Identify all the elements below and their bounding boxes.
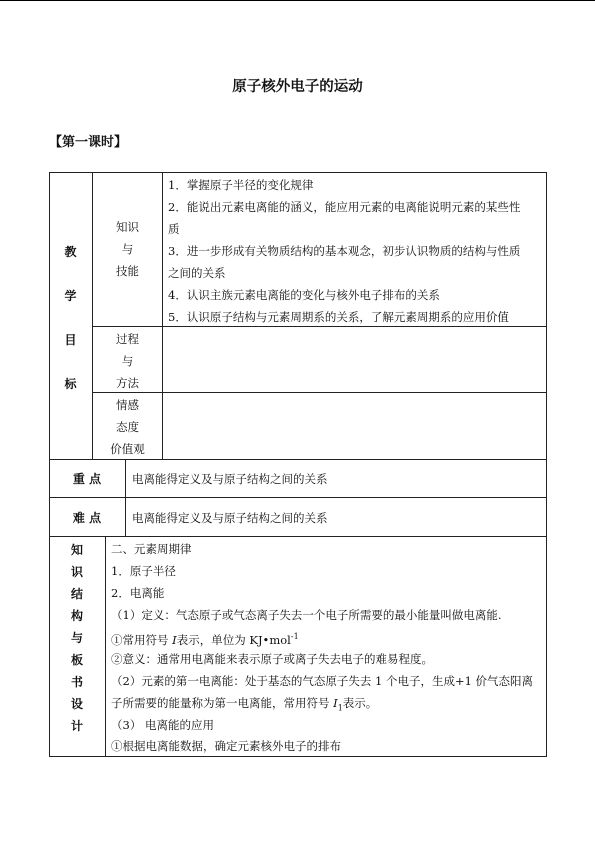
board-design-char: 书	[70, 675, 83, 689]
skill-item: 质	[168, 222, 180, 236]
board-line: ②意义：通常用电离能来表示原子或离子失去电子的难易程度。	[111, 652, 433, 666]
objectives-col-divider-2	[162, 172, 163, 460]
key-point-text: 电离能得定义及与原子结构之间的关系	[132, 472, 328, 486]
difficult-point-divider	[125, 497, 126, 537]
board-design-char: 结	[70, 587, 83, 601]
board-line: ①根据电离能数据，确定元素核外电子的排布	[111, 739, 341, 753]
difficult-point-label: 难 点	[72, 511, 102, 525]
board-design-char: 板	[70, 653, 83, 667]
key-point-divider	[125, 459, 126, 498]
board-design-divider	[105, 536, 106, 757]
board-line: 1．原子半径	[111, 564, 176, 578]
board-line: 二、元素周期律	[111, 542, 192, 556]
teaching-objectives-char: 学	[64, 289, 77, 303]
teaching-objectives-char: 目	[64, 333, 77, 347]
board-line: （1）定义：气态原子或气态离子失去一个电子所需要的最小能量叫做电离能.	[111, 608, 502, 622]
board-design-char: 与	[70, 631, 83, 645]
difficult-point-text: 电离能得定义及与原子结构之间的关系	[132, 511, 328, 525]
skill-item: 3．进一步形成有关物质结构的基本观念，初步认识物质的结构与性质	[168, 244, 521, 258]
board-design-char: 识	[70, 565, 83, 579]
category-process-methods: 过程 与 方法	[116, 332, 139, 390]
teaching-objectives-char: 教	[64, 245, 77, 259]
lesson-period-heading: 【第一课时】	[49, 135, 128, 150]
teaching-objectives-char: 标	[64, 377, 77, 391]
category-attitudes-values: 情感 态度 价值观	[110, 398, 145, 456]
ionization-symbol: I	[172, 632, 177, 647]
key-point-label: 重 点	[72, 472, 102, 486]
skill-item: 之间的关系	[168, 266, 226, 280]
top-rule	[0, 0, 595, 1]
first-ionization-symbol: I	[333, 696, 338, 710]
page-title: 原子核外电子的运动	[232, 79, 363, 95]
skill-item: 1．掌握原子半径的变化规律	[168, 178, 314, 192]
board-line: ①常用符号 I表示，单位为 KJ•mol$^{-1}$	[111, 632, 299, 647]
category-knowledge-skills: 知识 与 技能	[116, 220, 139, 278]
skill-item: 4．认识主族元素电离能的变化与核外电子排布的关系	[168, 288, 440, 302]
board-design-char: 构	[70, 609, 83, 623]
board-design-char: 设	[70, 697, 83, 711]
board-line: 2．电离能	[111, 586, 165, 600]
skill-item: 5．认识原子结构与元素周期系的关系，了解元素周期系的应用价值	[168, 310, 509, 324]
board-design-label	[49, 541, 105, 739]
skill-item: 2．能说出元素电离能的涵义，能应用元素的电离能说明元素的某些性	[168, 200, 521, 214]
board-line: （2）元素的第一电离能：处于基态的气态原子失去 1 个电子，生成+1 价气态阳离	[111, 674, 534, 688]
board-design-char: 计	[70, 719, 83, 733]
board-line: 子所需要的能量称为第一电离能，常用符号 $I_1$表示。	[111, 696, 378, 713]
board-design-char: 知	[70, 543, 83, 557]
teaching-objectives-label	[49, 243, 92, 419]
board-line: （3） 电离能的应用	[111, 718, 214, 732]
